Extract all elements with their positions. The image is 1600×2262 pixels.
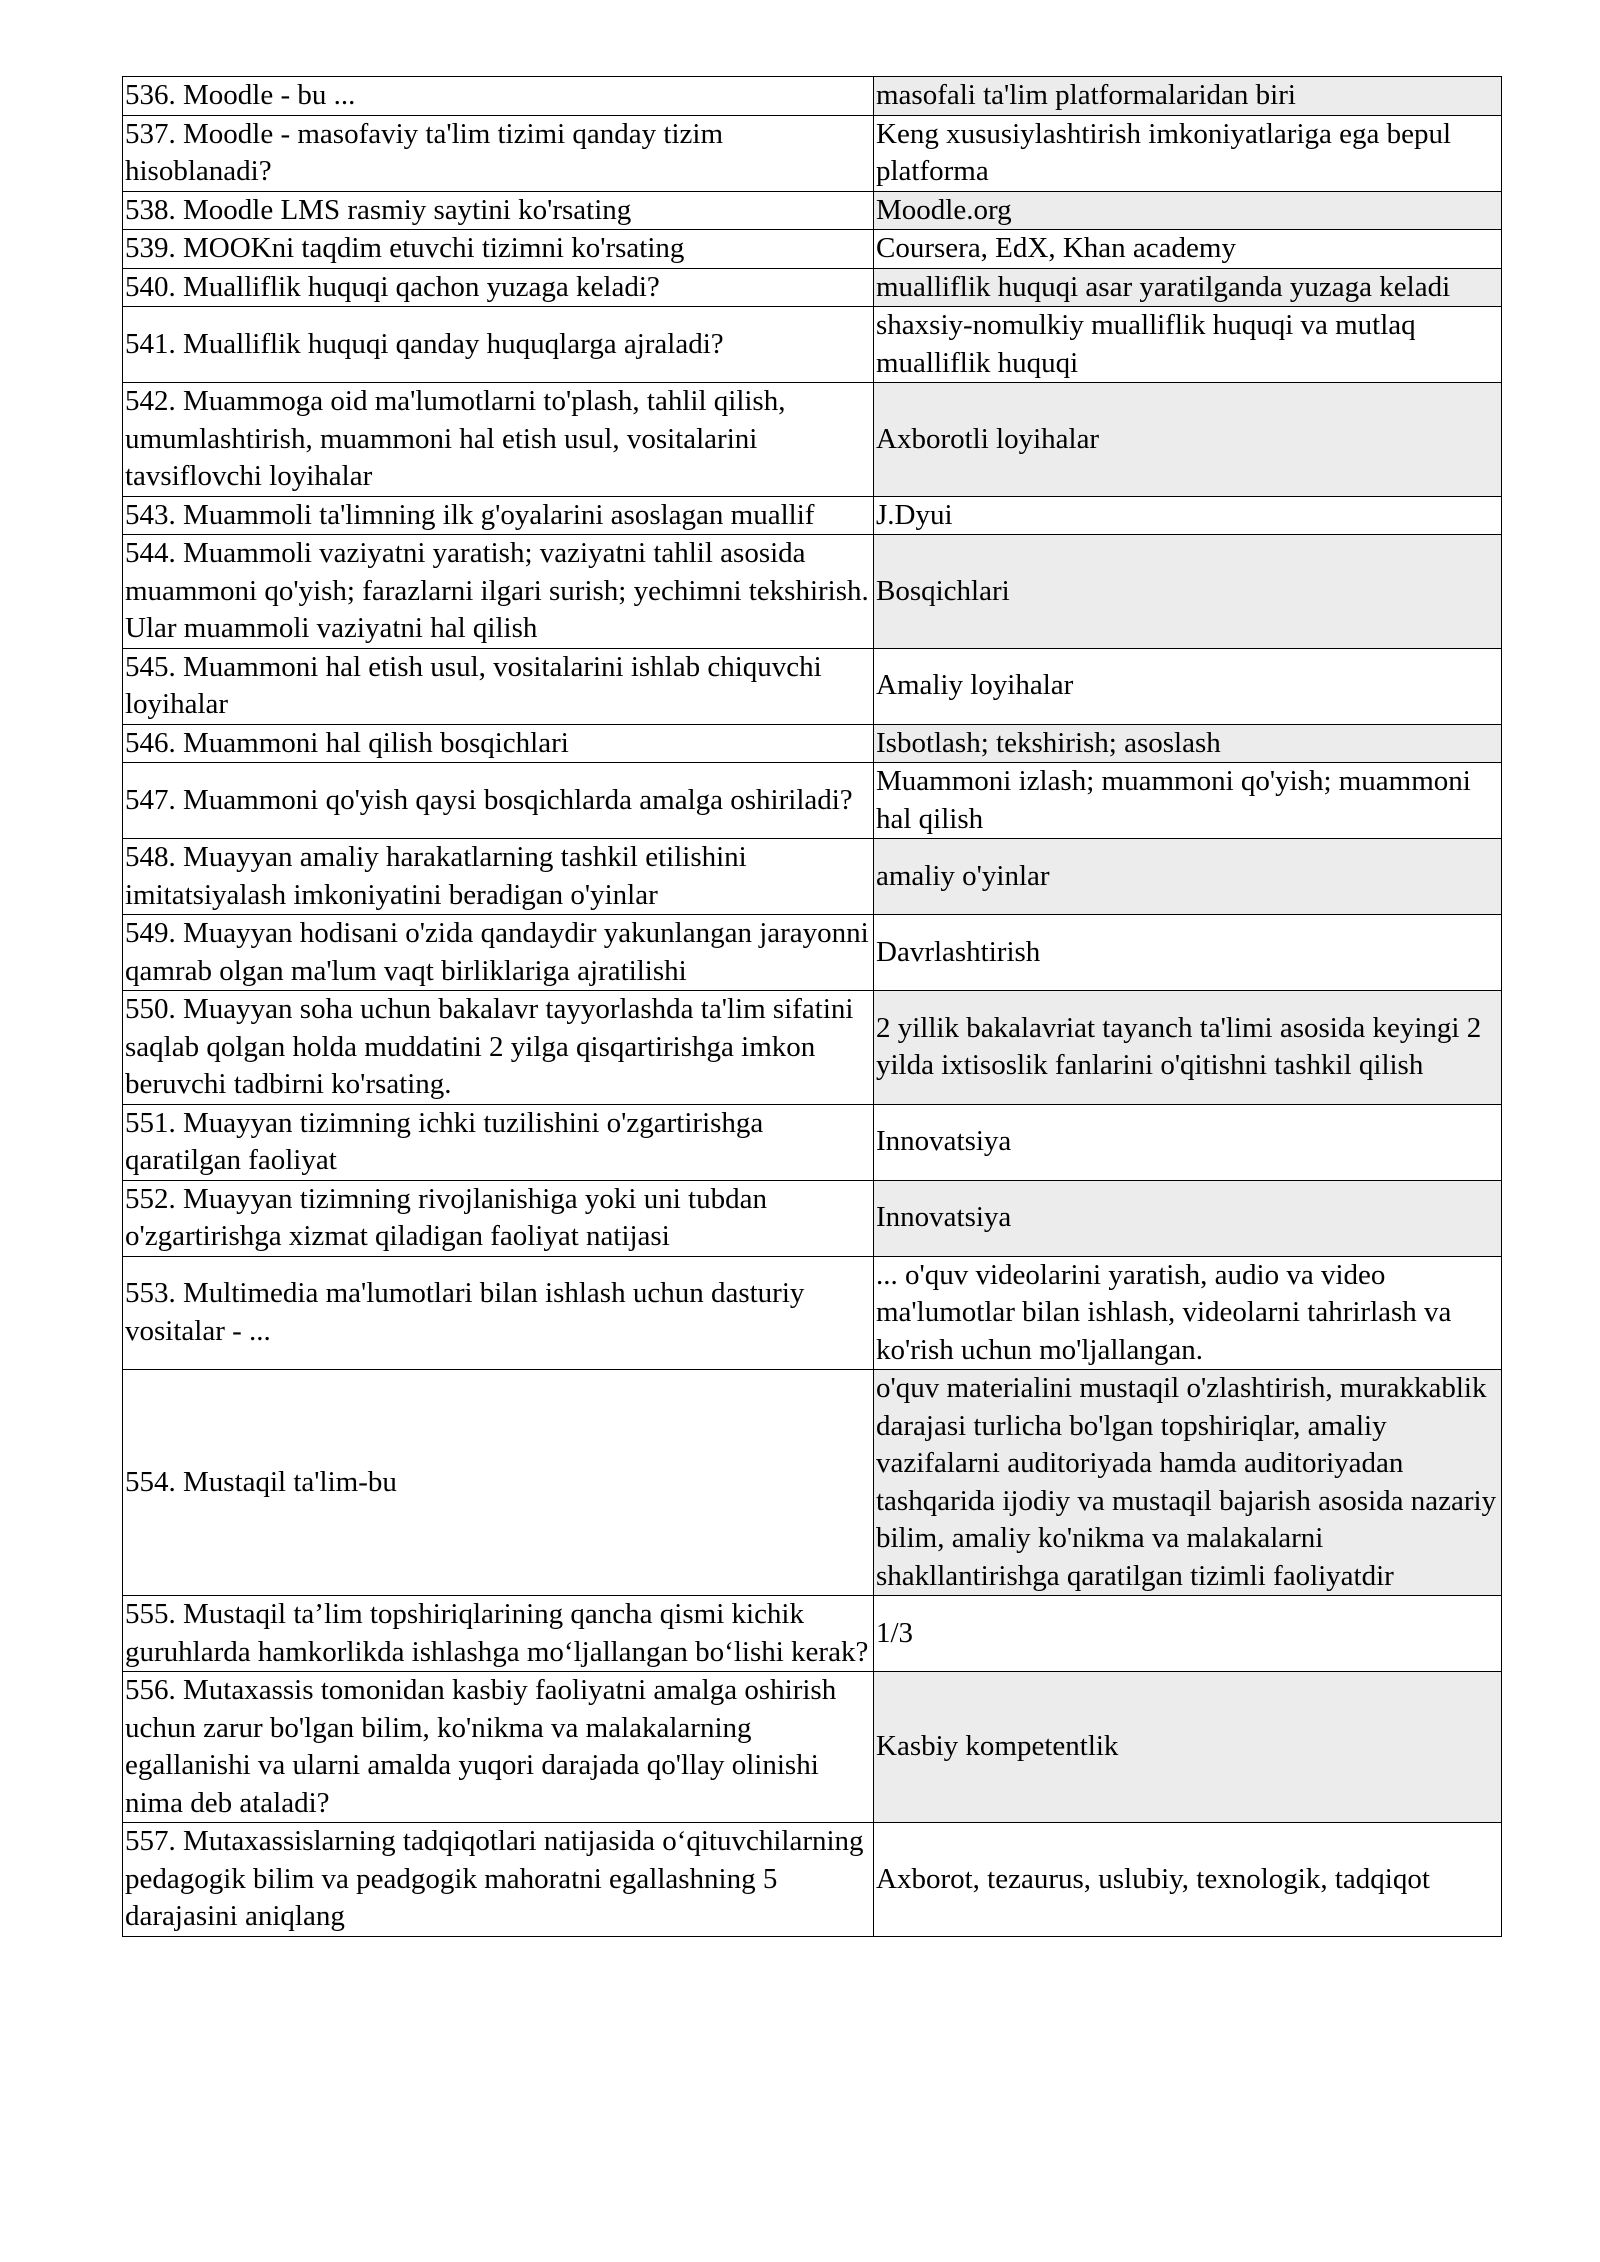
table-row xyxy=(123,1672,1502,1823)
question-cell: 551. Muayyan tizimning ichki tuzilishini o'zgartirishga qaratilgan faoliyat xyxy=(123,1104,874,1180)
question-cell: 546. Muammoni hal qilish bosqichlari xyxy=(123,724,874,763)
answer-cell: Innovatsiya xyxy=(874,1180,1502,1256)
answer-cell: Davrlashtirish xyxy=(874,915,1502,991)
answer-cell: Isbotlash; tekshirish; asoslash xyxy=(874,724,1502,763)
answer-cell: Axborot, tezaurus, uslubiy, texnologik, tadqiqot xyxy=(874,1823,1502,1937)
answer-cell: Bosqichlari xyxy=(874,535,1502,649)
answer-cell: ... o'quv videolarini yaratish, audio va video ma'lumotlar bilan ishlash, videolarni tahrirlash va ko'rish uchun mo'ljallangan. xyxy=(874,1256,1502,1370)
table-row xyxy=(123,839,1502,915)
answer-cell: J.Dyui xyxy=(874,496,1502,535)
table-row xyxy=(123,1823,1502,1937)
table-row xyxy=(123,1180,1502,1256)
table-row xyxy=(123,915,1502,991)
question-cell: 554. Mustaqil ta'lim-bu xyxy=(123,1370,874,1596)
answer-cell: shaxsiy-nomulkiy mualliflik huquqi va mutlaq mualliflik huquqi xyxy=(874,307,1502,383)
question-cell: 547. Muammoni qo'yish qaysi bosqichlarda amalga oshiriladi? xyxy=(123,763,874,839)
answer-cell: Amaliy loyihalar xyxy=(874,648,1502,724)
question-answer-table xyxy=(122,76,1502,1937)
answer-cell: amaliy o'yinlar xyxy=(874,839,1502,915)
table-body xyxy=(123,77,1502,1937)
answer-cell: Coursera, EdX, Khan academy xyxy=(874,230,1502,269)
answer-cell: Kasbiy kompetentlik xyxy=(874,1672,1502,1823)
table-row xyxy=(123,1256,1502,1370)
question-cell: 557. Mutaxassislarning tadqiqotlari natijasida o‘qituvchilarning pedagogik bilim va peadgogik mahoratni egallashning 5 darajasini aniqlang xyxy=(123,1823,874,1937)
table-row xyxy=(123,115,1502,191)
table-row xyxy=(123,1104,1502,1180)
question-cell: 545. Muammoni hal etish usul, vositalarini ishlab chiquvchi loyihalar xyxy=(123,648,874,724)
question-cell: 548. Muayyan amaliy harakatlarning tashkil etilishini imitatsiyalash imkoniyatini beradigan o'yinlar xyxy=(123,839,874,915)
answer-cell: Muammoni izlash; muammoni qo'yish; muammoni hal qilish xyxy=(874,763,1502,839)
answer-cell: o'quv materialini mustaqil o'zlashtirish, murakkablik darajasi turlicha bo'lgan topshiriqlar, amaliy vazifalarni auditoriyada hamda auditoriyadan tashqarida ijodiy va mustaqil bajarish asosida nazariy bilim, amaliy ko'nikma va malakalarni shakllantirishga qaratilgan tizimli faoliyatdir xyxy=(874,1370,1502,1596)
answer-cell: Keng xususiylashtirish imkoniyatlariga ega bepul platforma xyxy=(874,115,1502,191)
question-cell: 539. MOOKni taqdim etuvchi tizimni ko'rsating xyxy=(123,230,874,269)
question-cell: 552. Muayyan tizimning rivojlanishiga yoki uni tubdan o'zgartirishga xizmat qiladigan faoliyat natijasi xyxy=(123,1180,874,1256)
question-cell: 540. Mualliflik huquqi qachon yuzaga keladi? xyxy=(123,268,874,307)
table-row xyxy=(123,991,1502,1105)
table-row xyxy=(123,648,1502,724)
answer-cell: mualliflik huquqi asar yaratilganda yuzaga keladi xyxy=(874,268,1502,307)
answer-cell: Moodle.org xyxy=(874,191,1502,230)
answer-cell: 1/3 xyxy=(874,1596,1502,1672)
question-cell: 553. Multimedia ma'lumotlari bilan ishlash uchun dasturiy vositalar - ... xyxy=(123,1256,874,1370)
table-row xyxy=(123,535,1502,649)
table-row xyxy=(123,724,1502,763)
question-cell: 549. Muayyan hodisani o'zida qandaydir yakunlangan jarayonni qamrab olgan ma'lum vaqt birliklariga ajratilishi xyxy=(123,915,874,991)
answer-cell: Axborotli loyihalar xyxy=(874,383,1502,497)
table-row xyxy=(123,1370,1502,1596)
answer-cell: 2 yillik bakalavriat tayanch ta'limi asosida keyingi 2 yilda ixtisoslik fanlarini o'qitishni tashkil qilish xyxy=(874,991,1502,1105)
table-row xyxy=(123,230,1502,269)
document-page xyxy=(122,76,1497,1937)
table-row xyxy=(123,307,1502,383)
answer-cell: masofali ta'lim platformalaridan biri xyxy=(874,77,1502,116)
table-row xyxy=(123,383,1502,497)
table-row xyxy=(123,77,1502,116)
table-row xyxy=(123,1596,1502,1672)
question-cell: 538. Moodle LMS rasmiy saytini ko'rsating xyxy=(123,191,874,230)
question-cell: 536. Moodle - bu ... xyxy=(123,77,874,116)
answer-cell: Innovatsiya xyxy=(874,1104,1502,1180)
table-row xyxy=(123,268,1502,307)
question-cell: 541. Mualliflik huquqi qanday huquqlarga ajraladi? xyxy=(123,307,874,383)
question-cell: 544. Muammoli vaziyatni yaratish; vaziyatni tahlil asosida muammoni qo'yish; farazlarni ilgari surish; yechimni tekshirish. Ular muammoli vaziyatni hal qilish xyxy=(123,535,874,649)
question-cell: 542. Muammoga oid ma'lumotlarni to'plash, tahlil qilish, umumlashtirish, muammoni hal etish usul, vositalarini tavsiflovchi loyihalar xyxy=(123,383,874,497)
question-cell: 550. Muayyan soha uchun bakalavr tayyorlashda ta'lim sifatini saqlab qolgan holda muddatini 2 yilga qisqartirishga imkon beruvchi tadbirni ko'rsating. xyxy=(123,991,874,1105)
question-cell: 555. Mustaqil ta’lim topshiriqlarining qancha qismi kichik guruhlarda hamkorlikda ishlashga mo‘ljallangan bo‘lishi kerak? xyxy=(123,1596,874,1672)
table-row xyxy=(123,191,1502,230)
question-cell: 543. Muammoli ta'limning ilk g'oyalarini asoslagan muallif xyxy=(123,496,874,535)
question-cell: 556. Mutaxassis tomonidan kasbiy faoliyatni amalga oshirish uchun zarur bo'lgan bilim, ko'nikma va malakalarning egallanishi va ularni amalda yuqori darajada qo'llay olinishi nima deb ataladi? xyxy=(123,1672,874,1823)
table-row xyxy=(123,496,1502,535)
question-cell: 537. Moodle - masofaviy ta'lim tizimi qanday tizim hisoblanadi? xyxy=(123,115,874,191)
table-row xyxy=(123,763,1502,839)
